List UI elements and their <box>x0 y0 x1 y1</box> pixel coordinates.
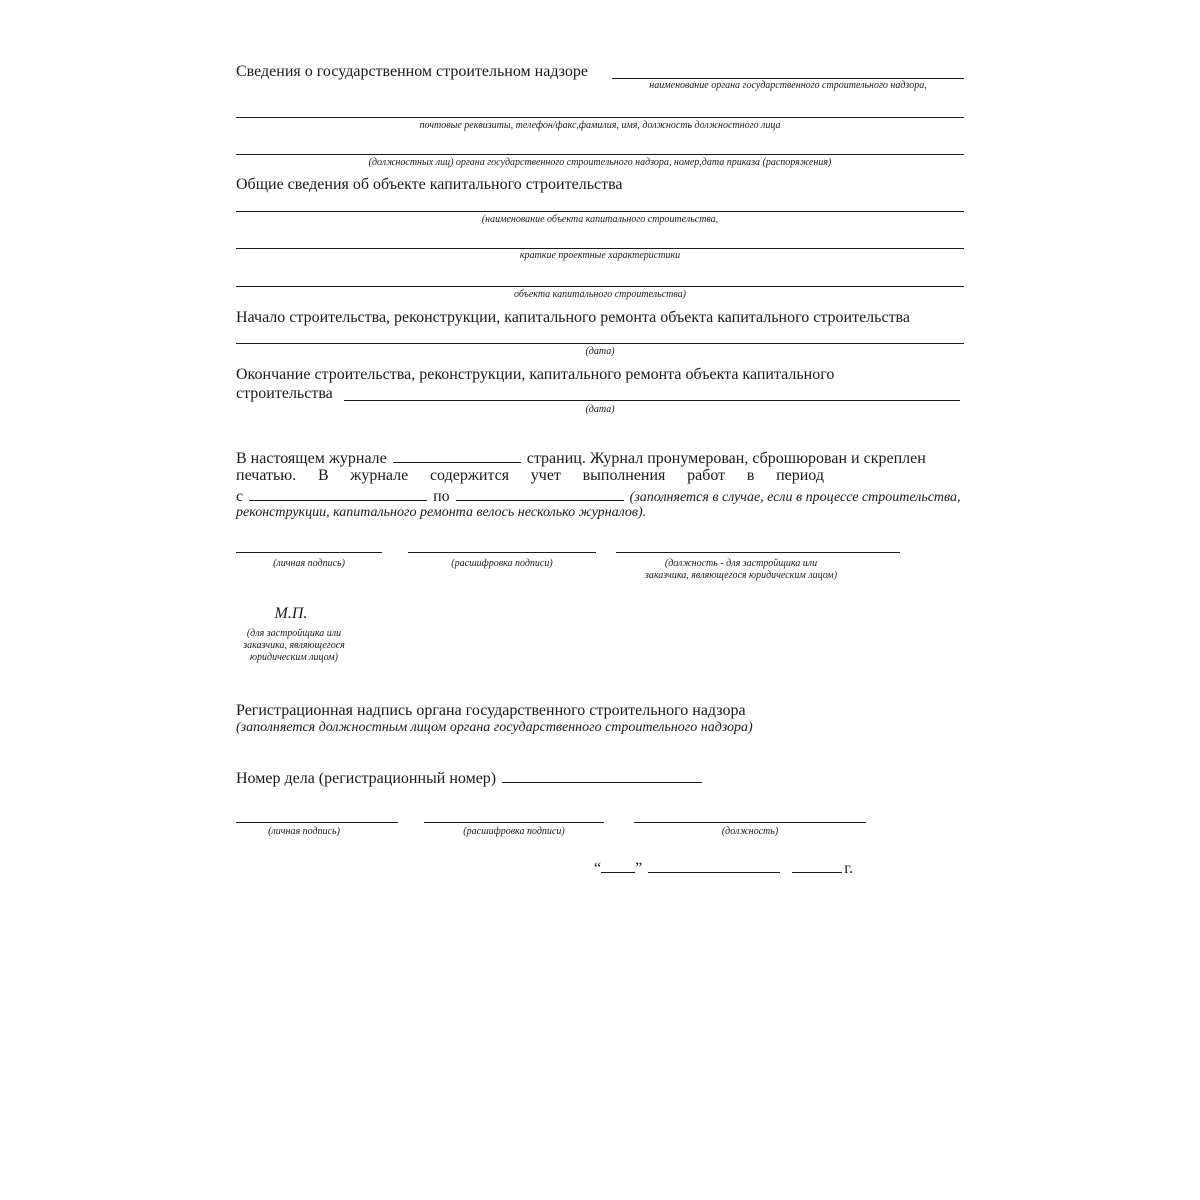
end-label-line1: Окончание строительства, реконструкции, капитального ремонта объекта капитального <box>236 366 835 383</box>
date-day-field[interactable] <box>601 857 635 873</box>
journal-from-field[interactable] <box>249 485 427 501</box>
end-label-line2: строительства <box>236 385 333 402</box>
signature1-position-caption-1: (должность - для застройщика или <box>664 558 818 569</box>
signature2-decoding-caption: (расшифровка подписи) <box>463 826 565 837</box>
object-line-1[interactable] <box>236 211 964 212</box>
journal-word: период <box>776 467 824 484</box>
stamp-note-3: юридическим лицом) <box>250 652 338 663</box>
signature2-personal-line[interactable] <box>236 822 398 823</box>
journal-to-label: по <box>433 488 450 505</box>
signature2-personal-caption: (личная подпись) <box>268 826 340 837</box>
start-date-line[interactable] <box>236 343 964 344</box>
stamp-note-2: заказчика, являющегося <box>243 640 345 651</box>
object-caption-3: объекта капитального строительства) <box>514 289 686 300</box>
journal-part2: страниц. Журнал пронумерован, сброшюрован и скреплен <box>526 450 926 467</box>
journal-from-label: с <box>236 488 244 505</box>
signature2-position-line[interactable] <box>634 822 866 823</box>
journal-word: учет <box>530 467 561 484</box>
object-caption-1: (наименование объекта капитального строительства, <box>481 214 719 225</box>
object-caption-2: краткие проектные характеристики <box>519 250 681 261</box>
journal-word: печатью. <box>236 467 297 484</box>
date-month-field[interactable] <box>648 857 780 873</box>
supervision-caption-1: наименование органа государственного строительного надзора, <box>649 80 927 91</box>
object-line-3[interactable] <box>236 286 964 287</box>
journal-word: содержится <box>429 467 510 484</box>
case-number-field[interactable] <box>502 767 702 783</box>
journal-note-2: реконструкции, капитального ремонта велось несколько журналов). <box>236 505 647 520</box>
object-line-2[interactable] <box>236 248 964 249</box>
journal-word: В <box>317 467 329 484</box>
signature2-decoding-line[interactable] <box>424 822 604 823</box>
case-number-row <box>236 767 704 788</box>
journal-note-1: (заполняется в случае, если в процессе строительства, <box>629 490 961 505</box>
signature1-personal-caption: (личная подпись) <box>273 558 345 569</box>
signature1-decoding-line[interactable] <box>408 552 596 553</box>
signature1-decoding-caption: (расшифровка подписи) <box>451 558 553 569</box>
supervision-line-1[interactable] <box>612 78 964 79</box>
journal-line-2 <box>236 466 964 485</box>
signature2-position-caption: (должность) <box>721 826 779 837</box>
journal-word: выполнения <box>582 467 666 484</box>
supervision-caption-2: почтовые реквизиты, телефон/факс,фамилия, имя, должность должностного лица <box>419 120 781 131</box>
date-year-suffix: г. <box>844 860 853 877</box>
journal-word: журнале <box>350 467 409 484</box>
stamp-note-1: (для застройщика или <box>246 628 342 639</box>
start-label: Начало строительства, реконструкции, капитального ремонта объекта капитального строительства <box>236 309 910 326</box>
supervision-line-3[interactable] <box>236 154 964 155</box>
end-date-line[interactable] <box>344 400 960 401</box>
date-year-field[interactable] <box>792 857 842 873</box>
journal-to-field[interactable] <box>456 485 624 501</box>
date-row <box>594 857 853 878</box>
signature1-position-line[interactable] <box>616 552 900 553</box>
signature1-personal-line[interactable] <box>236 552 382 553</box>
journal-line-1 <box>236 447 926 468</box>
supervision-label: Сведения о государственном строительном надзоре <box>236 63 588 80</box>
start-date-caption: (дата) <box>585 346 615 357</box>
supervision-line-2[interactable] <box>236 117 964 118</box>
journal-part1: В настоящем журнале <box>236 450 387 467</box>
signature1-position-caption-2: заказчика, являющегося юридическим лицом) <box>644 570 838 581</box>
journal-pages-field[interactable] <box>393 447 521 463</box>
supervision-caption-3: (должностных лиц) органа государственного строительного надзора, номер,дата приказа (распоряжения) <box>368 157 832 168</box>
journal-word: работ <box>687 467 726 484</box>
registration-label: Регистрационная надпись органа государственного строительного надзора <box>236 702 746 719</box>
stamp-label: М.П. <box>274 605 308 622</box>
object-label: Общие сведения об объекте капитального строительства <box>236 176 623 193</box>
date-open-quote: “ <box>594 860 602 877</box>
end-date-caption: (дата) <box>585 404 615 415</box>
date-close-quote: ” <box>635 860 643 877</box>
registration-note: (заполняется должностным лицом органа государственного строительного надзора) <box>236 720 753 735</box>
case-number-label: Номер дела (регистрационный номер) <box>236 770 497 787</box>
journal-word: в <box>746 467 755 484</box>
